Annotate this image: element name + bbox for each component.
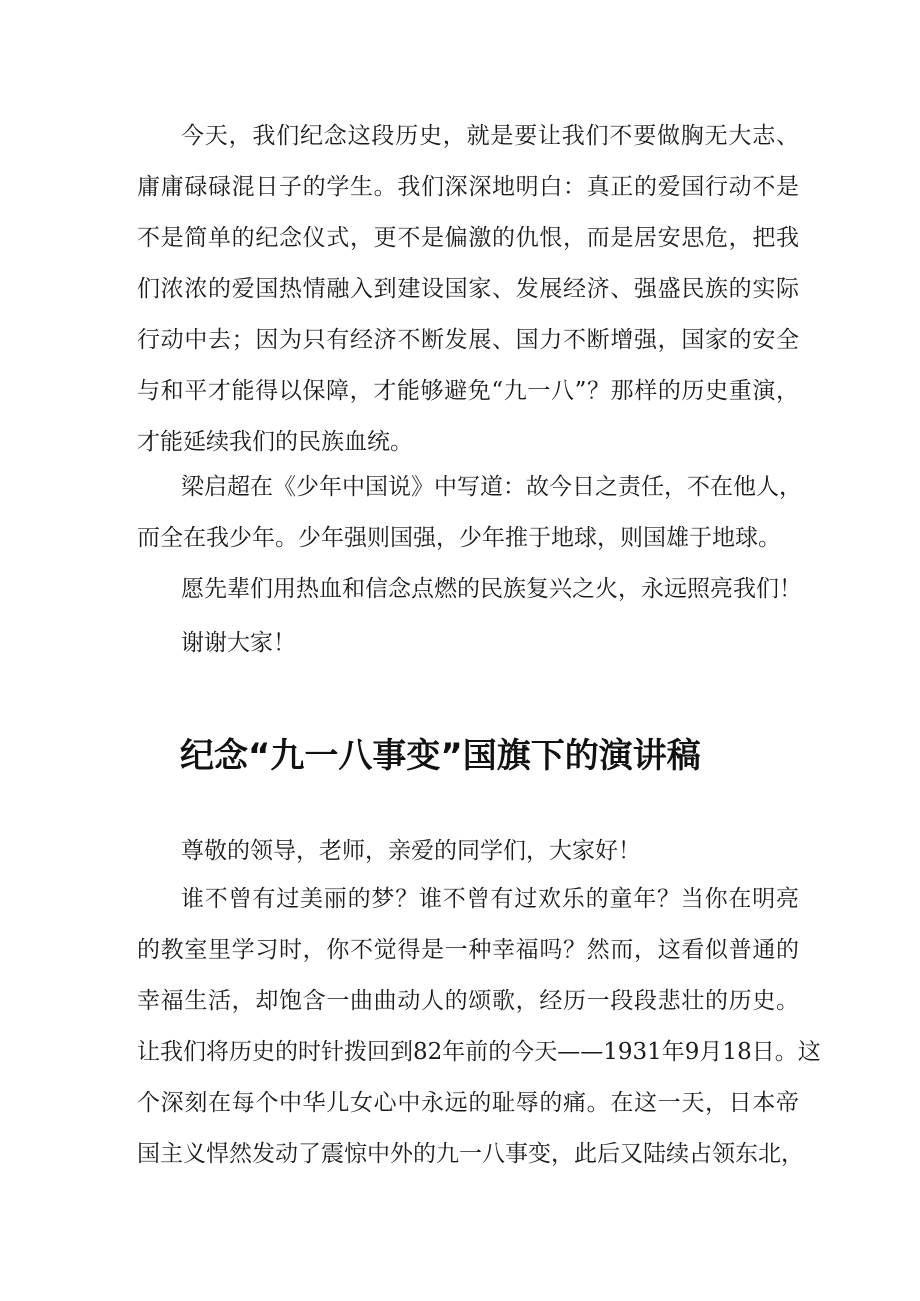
text-line: 幸福生活，却饱含一曲曲动人的颂歌，经历一段段悲壮的历史。 [137, 988, 799, 1014]
text-line: 谁不曾有过美丽的梦？谁不曾有过欢乐的童年？当你在明亮 [181, 886, 799, 912]
text-line: 不是简单的纪念仪式，更不是偏激的仇恨，而是居安思危，把我 [137, 225, 799, 251]
speech-title: 纪念“九一八事变”国旗下的演讲稿 [180, 736, 701, 776]
text-line: 梁启超在《少年中国说》中写道：故今日之责任，不在他人， [181, 474, 802, 500]
text-line: 个深刻在每个中华儿女心中永远的耻辱的痛。在这一天，日本帝 [137, 1090, 799, 1116]
text-line: 才能延续我们的民族血统。 [137, 429, 413, 455]
text-line: 尊敬的领导，老师，亲爱的同学们，大家好！ [181, 838, 641, 864]
text-line: 而全在我少年。少年强则国强，少年推于地球，则国雄于地球。 [137, 525, 781, 551]
text-line: 庸庸碌碌混日子的学生。我们深深地明白：真正的爱国行动不是 [137, 174, 799, 200]
text-line: 国主义悍然发动了震惊中外的九一八事变，此后又陆续占领东北， [137, 1141, 804, 1167]
text-line: 的教室里学习时，你不觉得是一种幸福吗？然而，这看似普通的 [137, 937, 799, 963]
text-line: 们浓浓的爱国热情融入到建设国家、发展经济、强盛民族的实际 [137, 276, 799, 302]
text-line: 与和平才能得以保障，才能够避免“九一八”？那样的历史重演， [137, 378, 799, 404]
text-line: 让我们将历史的时针拨回到82年前的今天——1931年9月18日。这 [137, 1039, 821, 1065]
text-line: 谢谢大家！ [181, 630, 296, 656]
text-line: 愿先辈们用热血和信念点燃的民族复兴之火，永远照亮我们！ [181, 576, 802, 602]
text-line: 行动中去；因为只有经济不断发展、国力不断增强，国家的安全 [137, 327, 799, 353]
text-line: 今天，我们纪念这段历史，就是要让我们不要做胸无大志、 [181, 123, 799, 149]
